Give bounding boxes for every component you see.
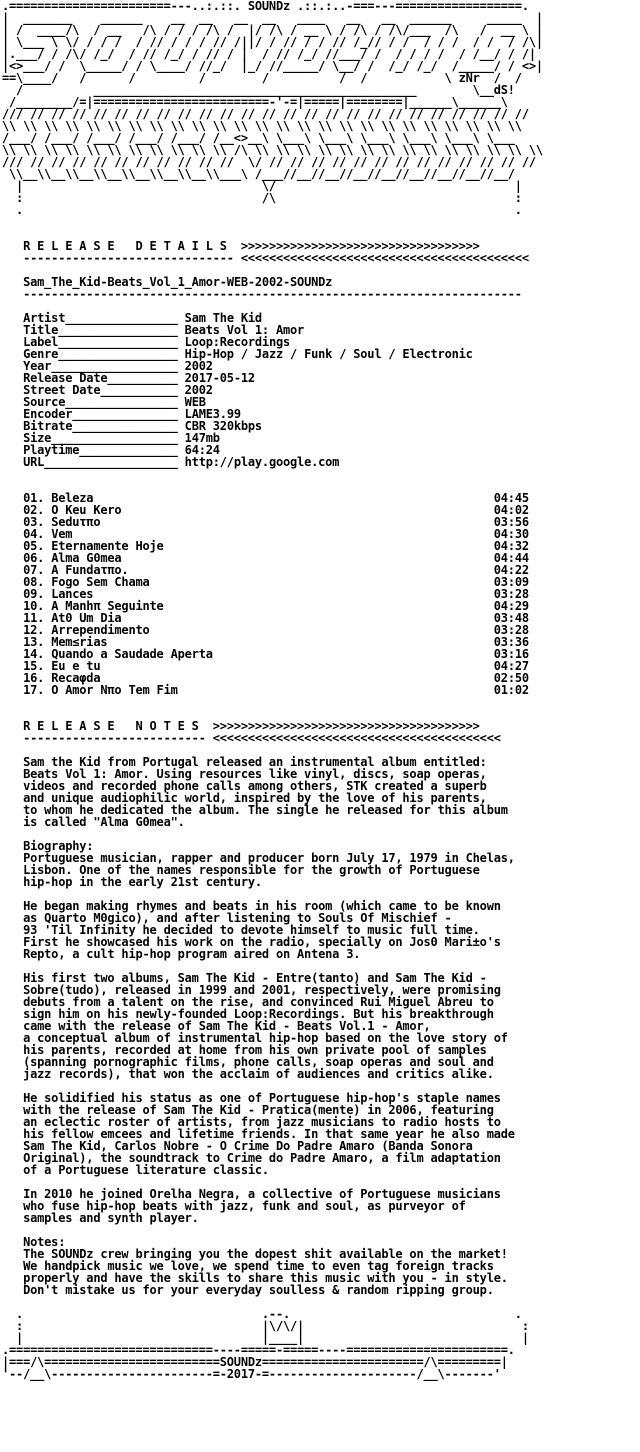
heading-arrows-right: >>>>>>>>>>>>>>>>>>>>>>>>>>>>>>>>>>>>>> — [212, 719, 480, 733]
detail-label: Size__________________ — [23, 431, 178, 445]
detail-label-text: Artist — [23, 311, 66, 325]
track-time: 03:09 — [493, 575, 529, 589]
detail-label: Label_________________ — [23, 335, 178, 349]
detail-value: Beats Vol 1: Amor — [184, 323, 305, 337]
track-time: 04:22 — [493, 563, 529, 577]
detail-label-text: Release Date — [23, 371, 108, 385]
track-number: 09. — [23, 587, 45, 601]
track-number: 14. — [23, 647, 45, 661]
detail-label: Source________________ — [23, 395, 178, 409]
banner-line: /________/=|=========================-'-=|=====|========|______\______\ — [2, 95, 522, 109]
detail-label: Title_________________ — [23, 323, 178, 337]
notes-paragraph: Notes: The SOUNDz crew bringing you the dopest shit available on the market! We handpick music we love, we spend time to even tag foreign tracks properly and have the skills to share this music with you - in style. Don't mistake us for your everyday soulless & random ripping group. — [23, 1235, 508, 1297]
detail-label: Encoder_______________ — [23, 407, 178, 421]
footer-line: | |____| | — [2, 1331, 536, 1345]
banner-line: : /\ : — [2, 191, 529, 205]
notes-paragraph: He solidified his status as one of Portuguese hip-hop's staple names with the release of Sam The Kid - Pratica(mente) in 2006, featuring an eclectic roster of artists, from jazz musicians to radio hosts to his fellow emcees and lifetime friends. In that same year he also made Sam The Kid, Carlos Nobre - O Crime Do Padre Amaro (Banda Sonora Original), the soundtrack to Crime do Padre Amaro, a film adaptation of a Portuguese literature classic. — [23, 1091, 515, 1177]
detail-value: 2017-05-12 — [184, 371, 255, 385]
track-number: 03. — [23, 515, 45, 529]
notes-paragraph: He began making rhymes and beats in his room (which came to be known as Quarto M0gico), and after listening to Souls Of Mischief - 93 'Til Infinity he decided to devote himself to music full time. First he showcased his work on the radio, specially on Jos0 Mari±o's Repto, a cult hip-hop program aired on Antena 3. — [23, 899, 501, 961]
heading-underline: -------------------------- — [23, 731, 206, 745]
track-time: 01:02 — [493, 683, 529, 697]
footer-line: . .--. . — [2, 1307, 529, 1321]
detail-label-text: Size — [23, 431, 52, 445]
track-time: 04:02 — [493, 503, 529, 517]
detail-value: 147mb — [184, 431, 220, 445]
heading-arrows-right: >>>>>>>>>>>>>>>>>>>>>>>>>>>>>>>>>> — [240, 239, 480, 253]
track-time: 04:45 — [493, 491, 529, 505]
detail-label: Playtime______________ — [23, 443, 178, 457]
track-time: 02:50 — [493, 671, 529, 685]
detail-label-text: Street Date — [23, 383, 101, 397]
detail-label-text: Bitrate — [23, 419, 73, 433]
track-title: Alma G0mea — [51, 551, 122, 565]
track-number: 11. — [23, 611, 45, 625]
track-title: A Fundaτπo. — [51, 563, 129, 577]
detail-value: 2002 — [184, 383, 213, 397]
banner-line: \\__\\__\\__\\__\\__\\__\\__\\___\ /___//__//__//__//__//__//__//__//__/ — [2, 167, 522, 181]
banner-line: | \/ | — [2, 179, 529, 193]
banner-line: /// // // // // // // // // // // \/ // // // // // // // // // // // // // — [2, 155, 536, 169]
banner-line: \\ \\ \\ \\ \\ \\ \\ \\ \\ \\ \\ /\ \\ \\ \\ \\ \\ \\ \\ \\ \\ \\ \\ \\ \\ \\ — [2, 143, 543, 157]
release-notes-heading: R E L E A S E N O T E S — [23, 719, 199, 733]
detail-label-text: Title — [23, 323, 59, 337]
track-number: 07. — [23, 563, 45, 577]
track-title: At0 Um Dia — [51, 611, 122, 625]
track-time: 04:30 — [493, 527, 529, 541]
track-title: Beleza — [51, 491, 94, 505]
track-title: Eu e tu — [51, 659, 101, 673]
detail-value: Loop:Recordings — [184, 335, 291, 349]
track-time: 03:48 — [493, 611, 529, 625]
banner-line: |<>___/ / \_____/ / \____/ //_/ |_/ //_____/ \__/ / /_/ /_/ /_____/ / <>| — [2, 59, 543, 73]
release-details-section — [2, 216, 640, 1308]
detail-label-text: Source — [23, 395, 66, 409]
track-time: 03:28 — [493, 623, 529, 637]
detail-value: http://play.google.com — [184, 455, 340, 469]
track-time: 04:27 — [493, 659, 529, 673]
footer-line: |===/\=========================SOUNDz=======================/\=========| — [2, 1355, 508, 1369]
banner-line: | \___ \ \/ / / / / // / / / // /||/ / // / / // /_// / / / / / / / / /\| — [2, 35, 543, 49]
release-name: Sam_The_Kid-Beats_Vol_1_Amor-WEB-2002-SOUNDz — [23, 275, 333, 289]
detail-label-text: Encoder — [23, 407, 73, 421]
detail-label-text: Year — [23, 359, 52, 373]
detail-label: Street Date___________ — [23, 383, 178, 397]
track-title: Mem≤rias — [51, 635, 108, 649]
detail-value: LAME3.99 — [184, 407, 241, 421]
footer-line: '--/__\-----------------------=-2017-=---------------------/__\-------' — [2, 1367, 501, 1381]
ascii-footer — [2, 1308, 640, 1380]
track-number: 12. — [23, 623, 45, 637]
track-number: 04. — [23, 527, 45, 541]
track-number: 08. — [23, 575, 45, 589]
track-number: 02. — [23, 503, 45, 517]
detail-label: Genre_________________ — [23, 347, 178, 361]
heading-underline: ------------------------------ — [23, 251, 234, 265]
banner-line: /// // // // // // // // // // // // // // // // // // // // // // // // // — [2, 107, 529, 121]
release-notes-body — [2, 756, 640, 1308]
track-title: Recaφda — [51, 671, 101, 685]
track-title: O Amor Nπo Tem Fim — [51, 683, 178, 697]
heading-arrows-left: <<<<<<<<<<<<<<<<<<<<<<<<<<<<<<<<<<<<<<<<< — [212, 731, 501, 745]
track-number: 05. — [23, 539, 45, 553]
track-number: 15. — [23, 659, 45, 673]
banner-line: /___/ /___/ /___/ /___/ /___/ /__<>__\ \___\ \___\ \___\ \___\ \___\ \___ — [2, 131, 515, 145]
track-title: Lances — [51, 587, 94, 601]
track-title: Eternamente Hoje — [51, 539, 164, 553]
detail-value: Sam The Kid — [184, 311, 262, 325]
detail-value: 2002 — [184, 359, 213, 373]
detail-label: URL___________________ — [23, 455, 178, 469]
detail-label: Artist________________ — [23, 311, 178, 325]
banner-line: . . — [2, 203, 529, 217]
detail-label: Release Date__________ — [23, 371, 178, 385]
track-number: 16. — [23, 671, 45, 685]
footer-line: .=============================----=====-=====----=======================. — [2, 1343, 515, 1357]
track-title: Quando a Saudade Aperta — [51, 647, 213, 661]
detail-label-text: URL — [23, 455, 45, 469]
track-number: 13. — [23, 635, 45, 649]
details-table — [2, 312, 640, 480]
banner-line: .=======================---..:.::. SOUNDz .::.:..-===---==================. — [2, 0, 529, 13]
track-title: O Keu Kero — [51, 503, 122, 517]
track-time: 03:36 — [493, 635, 529, 649]
track-title: Fogo Sem Chama — [51, 575, 150, 589]
track-title: Arrependimento — [51, 623, 150, 637]
heading-arrows-left: <<<<<<<<<<<<<<<<<<<<<<<<<<<<<<<<<<<<<<<<< — [240, 251, 529, 265]
track-number: 06. — [23, 551, 45, 565]
track-number: 10. — [23, 599, 45, 613]
banner-line: \\ \\ \\ \\ \\ \\ \\ \\ \\ \\ \\ \\ \\ \\ \\ \\ \\ \\ \\ \\ \\ \\ \\ \\ \\ — [2, 119, 522, 133]
track-time: 03:16 — [493, 647, 529, 661]
footer-line: : |\/\/| : — [2, 1319, 536, 1333]
detail-value: Hip-Hop / Jazz / Funk / Soul / Electronic — [184, 347, 473, 361]
track-time: 04:44 — [493, 551, 529, 565]
banner-line: | / ____/\ / __ /\ / / / /\ / |/ /\ / __ \ / /\ / /\/___ /\ / __ \ | — [2, 23, 543, 37]
notes-paragraph: His first two albums, Sam The Kid - Entre(tanto) and Sam The Kid - Sobre(tudo), released in 1999 and 2001, respectively, were promising debuts from a talent on the rise, and convinced Rui Miguel Abreu to sign him on his newly-founded Loop:Recordings. But his breakthrough came with the release of Sam The Kid - Beats Vol.1 - Amor, a conceptual album of instrumental hip-hop based on the love story of his parents, recorded at home from his own private pool of samples (spanning pornographic films, phone calls, soap operas and soul and jazz records), that won the acclaim of audiences and critics alike. — [23, 971, 508, 1081]
tracklist — [2, 492, 640, 708]
track-number: 17. — [23, 683, 45, 697]
banner-line: |.___/ / /\/ /_/ / // /_/ / // / | / // /_/ //___/ / / / / / / /__/ / /| — [2, 47, 536, 61]
track-title: A Manhπ Seguinte — [51, 599, 164, 613]
detail-label-text: Label — [23, 335, 59, 349]
notes-paragraph: Sam the Kid from Portugal released an instrumental album entitled: Beats Vol 1: Amor. Using resources like vinyl, discs, soap operas, videos and recorded phone calls among others, STK created a superb and unique audiophilic world, inspired by the love of his parents, to whom he dedicated the album. The single he released for this album is called "Alma G0mea". — [23, 755, 508, 829]
track-title: Seduτπo — [51, 515, 101, 529]
notes-paragraph: In 2010 he joined Orelha Negra, a collective of Portuguese musicians who fuse hip-hop beats with jazz, funk and soul, as purveyor of samples and synth player. — [23, 1187, 501, 1225]
track-time: 04:32 — [493, 539, 529, 553]
detail-label: Year__________________ — [23, 359, 178, 373]
detail-label-text: Playtime — [23, 443, 80, 457]
ascii-banner — [2, 0, 640, 216]
detail-label-text: Genre — [23, 347, 59, 361]
track-time: 04:29 — [493, 599, 529, 613]
track-time: 03:56 — [493, 515, 529, 529]
detail-value: WEB — [184, 395, 206, 409]
detail-value: CBR 320kbps — [184, 419, 262, 433]
banner-line: | _______ ______ __ __ __ __ ____ __ __ ______ _____ | — [2, 11, 543, 25]
notes-paragraph: Biography: Portuguese musician, rapper and producer born July 17, 1979 in Chelas, Lisbon. One of the names responsible for the growth of Portuguese hip-hop in the early 21st century. — [23, 839, 515, 889]
detail-label: Bitrate_______________ — [23, 419, 178, 433]
track-title: Vem — [51, 527, 73, 541]
divider: ----------------------------------------------------------------------- — [23, 287, 522, 301]
detail-value: 64:24 — [184, 443, 220, 457]
release-details-heading: R E L E A S E D E T A I L S — [23, 239, 227, 253]
banner-line: / ______________________________________________ \__dS! — [2, 83, 536, 97]
track-number: 01. — [23, 491, 45, 505]
track-time: 03:28 — [493, 587, 529, 601]
banner-line: ==\____/ / / / / / / \ zNr / / — [2, 71, 536, 85]
